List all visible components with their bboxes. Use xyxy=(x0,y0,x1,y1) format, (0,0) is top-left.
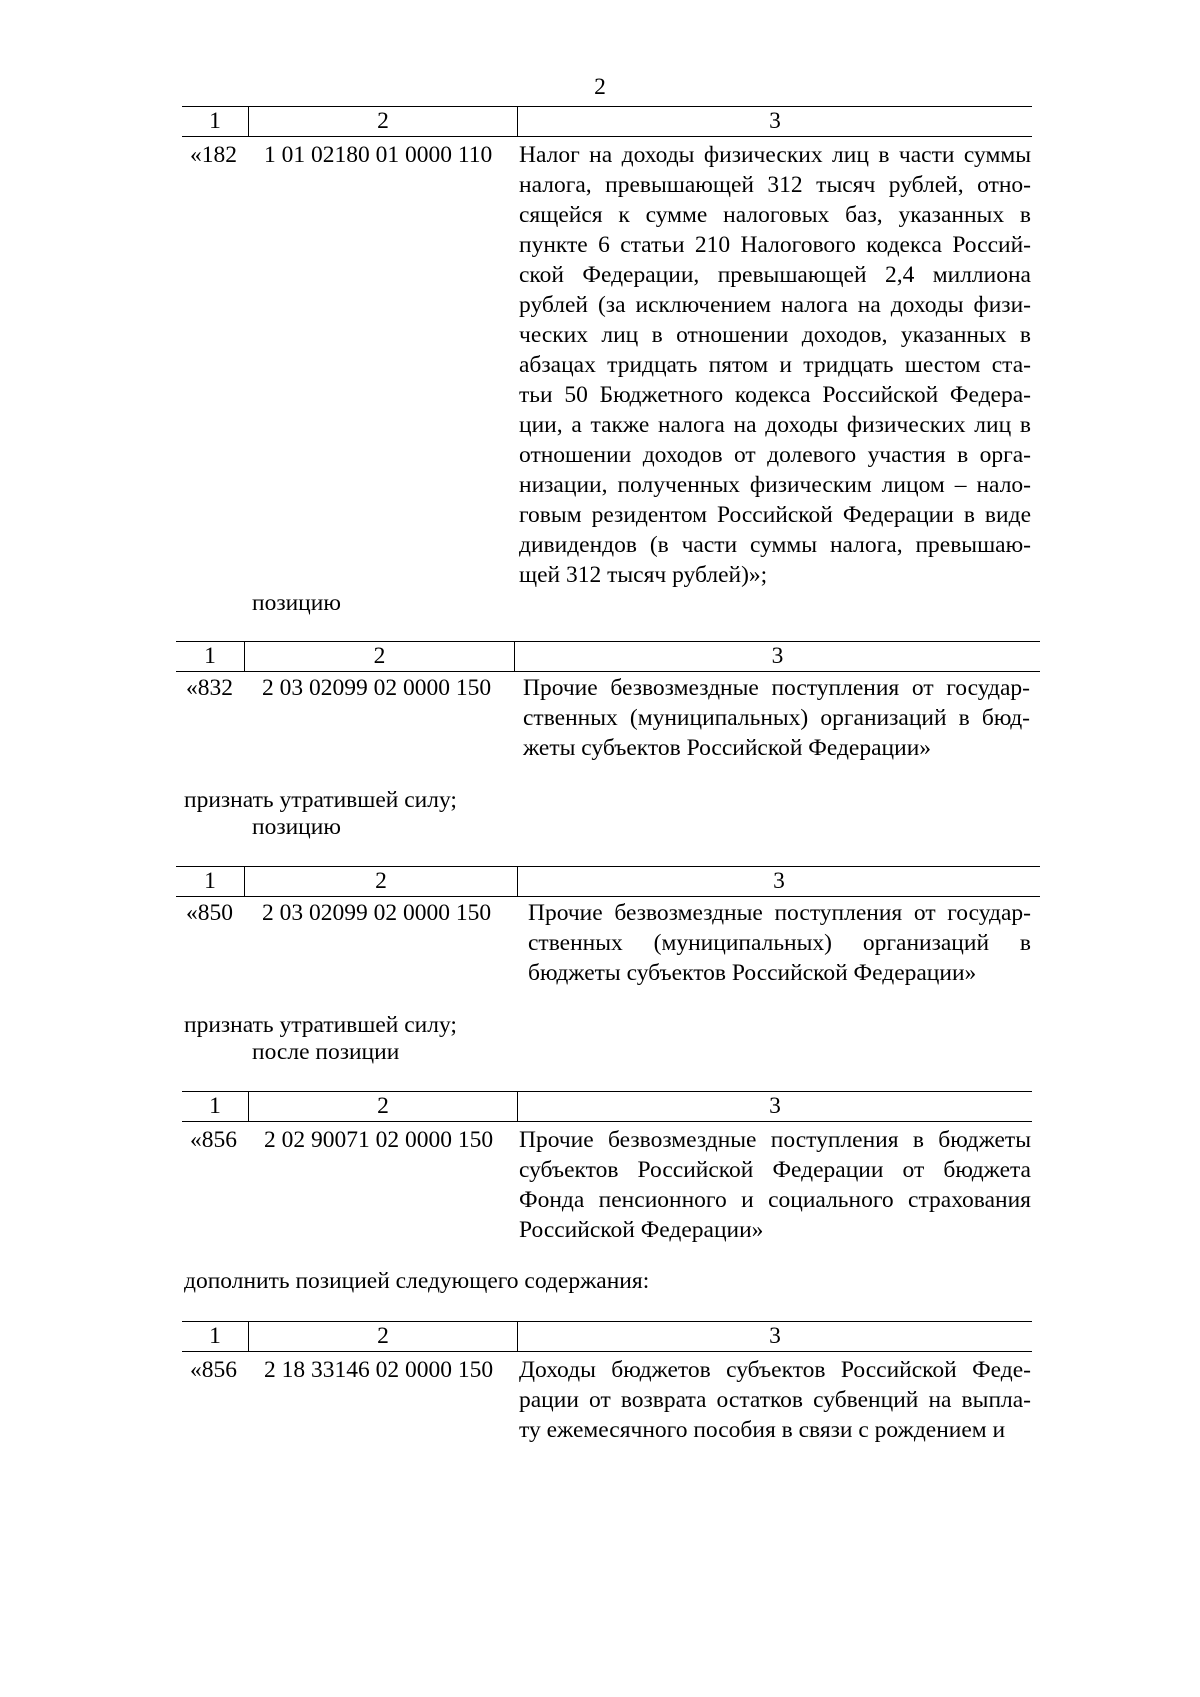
header-col-1: 1 xyxy=(209,1323,221,1349)
description-line: пункте 6 статьи 210 Налогового кодекса Россий- xyxy=(519,232,1031,258)
description-line: ственных (муниципальных) организаций в бюд- xyxy=(523,705,1030,731)
code-col2: 1 01 02180 01 0000 110 xyxy=(264,142,493,168)
code-col2: 2 18 33146 02 0000 150 xyxy=(264,1357,494,1383)
description-line: рублей (за исключением налога на доходы физи- xyxy=(519,292,1031,318)
header-col-3: 3 xyxy=(769,1093,781,1119)
code-col1: «832 xyxy=(186,675,233,701)
header-col-1: 1 xyxy=(204,868,216,894)
description-line: Прочие безвозмездные поступления в бюджеты xyxy=(519,1127,1031,1153)
paragraph-repeal-1: признать утратившей силу; xyxy=(184,787,457,813)
description-line: щей 312 тысяч рублей)»; xyxy=(519,562,768,588)
description-line: говым резидентом Российской Федерации в виде xyxy=(519,502,1031,528)
description-line: Налог на доходы физических лиц в части суммы xyxy=(519,142,1031,168)
description-line: Фонда пенсионного и социального страхования xyxy=(519,1187,1031,1213)
code-col2: 2 03 02099 02 0000 150 xyxy=(262,900,492,926)
header-col-2: 2 xyxy=(373,643,386,669)
header-col-1: 1 xyxy=(209,1093,221,1119)
code-col2: 2 02 90071 02 0000 150 xyxy=(264,1127,494,1153)
paragraph-repeal-2: признать утратившей силу; xyxy=(184,1012,457,1038)
description-line: Доходы бюджетов субъектов Российской Феде- xyxy=(519,1357,1031,1383)
page-number: 2 xyxy=(594,74,606,100)
description-line: дивидендов (в части суммы налога, превышаю- xyxy=(519,532,1031,558)
description-line: низации, полученных физическим лицом – нало- xyxy=(519,472,1031,498)
description-line: жеты субъектов Российской Федерации» xyxy=(523,735,932,761)
description-line: сящейся к сумме налоговых баз, указанных в xyxy=(519,202,1031,228)
description-line: ту ежемесячного пособия в связи с рождением и xyxy=(519,1417,1006,1443)
header-col-3: 3 xyxy=(769,1323,781,1349)
code-col1: «856 xyxy=(190,1357,237,1383)
description-line: тьи 50 Бюджетного кодекса Российской Федера- xyxy=(519,382,1031,408)
description-line: ственных (муниципальных) организаций в xyxy=(528,930,1031,956)
description-line: отношении доходов от долевого участия в орга- xyxy=(519,442,1031,468)
description-line: ции, а также налога на доходы физических лиц в xyxy=(519,412,1031,438)
code-col1: «850 xyxy=(186,900,233,926)
code-col2: 2 03 02099 02 0000 150 xyxy=(262,675,492,701)
header-col-2: 2 xyxy=(375,868,387,894)
description xyxy=(519,1355,1031,1445)
header-col-3: 3 xyxy=(769,108,781,134)
description-line: ской Федерации, превышающей 2,4 миллиона xyxy=(519,262,1031,288)
header-col-3: 3 xyxy=(773,868,785,894)
header-col-2: 2 xyxy=(377,1323,389,1349)
description-line: налога, превышающей 312 тысяч рублей, отно- xyxy=(519,172,1031,198)
description xyxy=(519,140,1031,590)
paragraph-after-position: после позиции xyxy=(252,1039,400,1065)
description-line: субъектов Российской Федерации от бюджета xyxy=(519,1157,1031,1183)
description-line: рации от возврата остатков субвенций на выпла- xyxy=(519,1387,1031,1413)
paragraph-position-2: позицию xyxy=(252,814,341,840)
description xyxy=(523,673,1030,763)
paragraph-position-1: позицию xyxy=(252,590,341,616)
code-col1: «182 xyxy=(190,142,237,168)
description-line: Прочие безвозмездные поступления от государ- xyxy=(528,900,1031,926)
code-col1: «856 xyxy=(190,1127,237,1153)
description-line: ческих лиц в отношении доходов, указанных в xyxy=(519,322,1031,348)
header-col-3: 3 xyxy=(771,643,784,669)
description-line: Прочие безвозмездные поступления от государ- xyxy=(523,675,1030,701)
header-col-2: 2 xyxy=(377,1093,389,1119)
paragraph-supplement: дополнить позицией следующего содержания: xyxy=(184,1268,650,1294)
header-col-2: 2 xyxy=(377,108,389,134)
description-line: Российской Федерации» xyxy=(519,1217,764,1243)
description xyxy=(528,898,1031,988)
header-col-1: 1 xyxy=(209,108,221,134)
description-line: бюджеты субъектов Российской Федерации» xyxy=(528,960,977,986)
description xyxy=(519,1125,1031,1245)
description-line: абзацах тридцать пятом и тридцать шестом ста- xyxy=(519,352,1031,378)
header-col-1: 1 xyxy=(204,643,216,669)
